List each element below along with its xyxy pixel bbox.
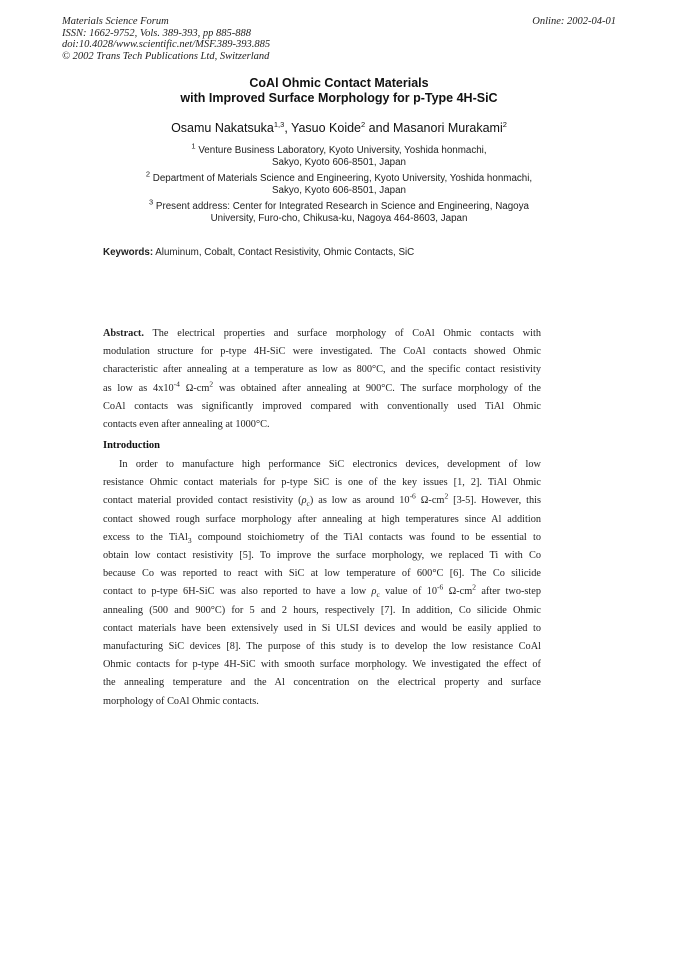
- title-line-1: CoAl Ohmic Contact Materials: [249, 76, 429, 90]
- title-line-2: with Improved Surface Morphology for p-Type 4H-SiC: [180, 91, 498, 105]
- keywords-text: Aluminum, Cobalt, Contact Resistivity, Ohmic Contacts, SiC: [153, 247, 415, 258]
- journal-name: Materials Science Forum: [62, 16, 169, 27]
- affiliation-1-line-2: Sakyo, Kyoto 606-8501, Japan: [272, 157, 406, 169]
- intro-line: Ohmic contacts for p-type 4H-SiC with smooth surface morphology. We investigated the effect of: [103, 659, 541, 671]
- affiliation-1-line-1: Venture Business Laboratory, Kyoto University, Yoshida honmachi,: [198, 145, 487, 156]
- affiliation-3-mark: 3: [149, 197, 154, 207]
- affiliation-3: [0, 197, 678, 226]
- author-2: , Yasuo Koide: [284, 121, 362, 135]
- copyright-line: © 2002 Trans Tech Publications Ltd, Switzerland: [62, 50, 270, 62]
- abstract-line: modulation structure for p-type 4H-SiC were investigated. The CoAl contacts showed Ohmic: [103, 346, 541, 358]
- abstract-label: Abstract.: [103, 328, 144, 339]
- paper-title: [0, 76, 678, 106]
- keywords: [103, 247, 414, 258]
- intro-line: morphology of CoAl Ohmic contacts.: [103, 695, 259, 707]
- intro-line: because Co was reported to react with SiC at low temperature of 600°C [6]. The Co silicide: [103, 568, 541, 580]
- intro-line: In order to manufacture high performance SiC electronics devices, development of low: [119, 459, 541, 470]
- affiliation-2-line-2: Sakyo, Kyoto 606-8501, Japan: [272, 185, 406, 197]
- affiliation-2: [0, 169, 678, 198]
- issn-line: ISSN: 1662-9752, Vols. 389-393, pp 885-888: [62, 27, 251, 39]
- author-list: [0, 121, 678, 135]
- affiliation-3-line-1: Present address: Center for Integrated Research in Science and Engineering, Nagoya: [155, 201, 529, 212]
- intro-line: the annealing temperature and the Al concentration on the electrical property and surface: [103, 677, 541, 689]
- author-3: and Masanori Murakami: [365, 121, 503, 135]
- author-1-affil: 1,3: [273, 119, 285, 129]
- online-date: Online: 2002-04-01: [532, 16, 616, 27]
- author-1: Osamu Nakatsuka: [171, 121, 274, 135]
- doi-line: doi:10.4028/www.scientific.net/MSF.389-393.885: [62, 39, 271, 50]
- intro-line: contact showed rough surface morphology after annealing at high temperatures since Al addition: [103, 513, 541, 525]
- author-3-affil: 2: [502, 119, 507, 129]
- intro-line: contact materials have been extensively used in Si ULSI devices and would be easily applied to: [103, 622, 541, 634]
- affiliation-2-mark: 2: [145, 169, 151, 179]
- intro-line: manufacturing SiC devices [8]. The purpose of this study is to develop the low resistance CoAl: [103, 641, 541, 653]
- affiliation-1: [0, 141, 678, 170]
- affiliation-3-line-2: University, Furo-cho, Chikusa-ku, Nagoya 464-8603, Japan: [210, 213, 468, 225]
- intro-line: excess to the TiAl$_3$ compound stoichiometry of the TiAl contacts was found to be essential to: [103, 531, 541, 545]
- intro-line: annealing (500 and 900°C) for 5 and 2 hours, respectively [7]. In addition, Co silicide Ohmic: [103, 604, 541, 616]
- abstract-line: contacts even after annealing at 1000°C.: [103, 419, 270, 431]
- abstract-line: characteristic after annealing at a temperature as low as 800°C, and the specific contact resistivity: [103, 364, 541, 376]
- abstract: [103, 325, 541, 434]
- affiliation-1-mark: 1: [191, 141, 196, 151]
- keywords-label: Keywords:: [103, 247, 154, 258]
- abstract-line: CoAl contacts was significantly improved compared with conventionally used TiAl Ohmic: [103, 400, 541, 412]
- intro-line: contact to p-type 6H-SiC was also reported to have a low $\rho_c$ value of $10^{-6}$ $\Omega-cm^2$ after two-step: [103, 583, 541, 600]
- introduction-body: [103, 456, 541, 711]
- affiliation-2-line-1: Department of Materials Science and Engineering, Kyoto University, Yoshida honmachi,: [152, 173, 533, 184]
- intro-line: obtain low contact resistivity [5]. To improve the surface morphology, we replaced Ti with Co: [103, 550, 541, 562]
- intro-line: contact material provided contact resistivity $(\rho_c)$ as low as around $10^{-6}$ $\Omega-cm^2$ [3-5]. However, this: [103, 491, 541, 509]
- abstract-line: as low as $4x10^{-4}$ $\Omega-cm^2$ was obtained after annealing at 900°C. The surface morphology of the: [103, 379, 541, 394]
- intro-line: resistance Ohmic contact materials for p-type SiC is one of the key issues [1, 2]. TiAl Ohmic: [103, 477, 541, 489]
- author-2-affil: 2: [361, 119, 366, 129]
- abstract-line: Abstract. The electrical properties and surface morphology of CoAl Ohmic contacts with: [103, 328, 541, 339]
- journal-header: [62, 16, 270, 62]
- introduction-heading: Introduction: [103, 440, 160, 451]
